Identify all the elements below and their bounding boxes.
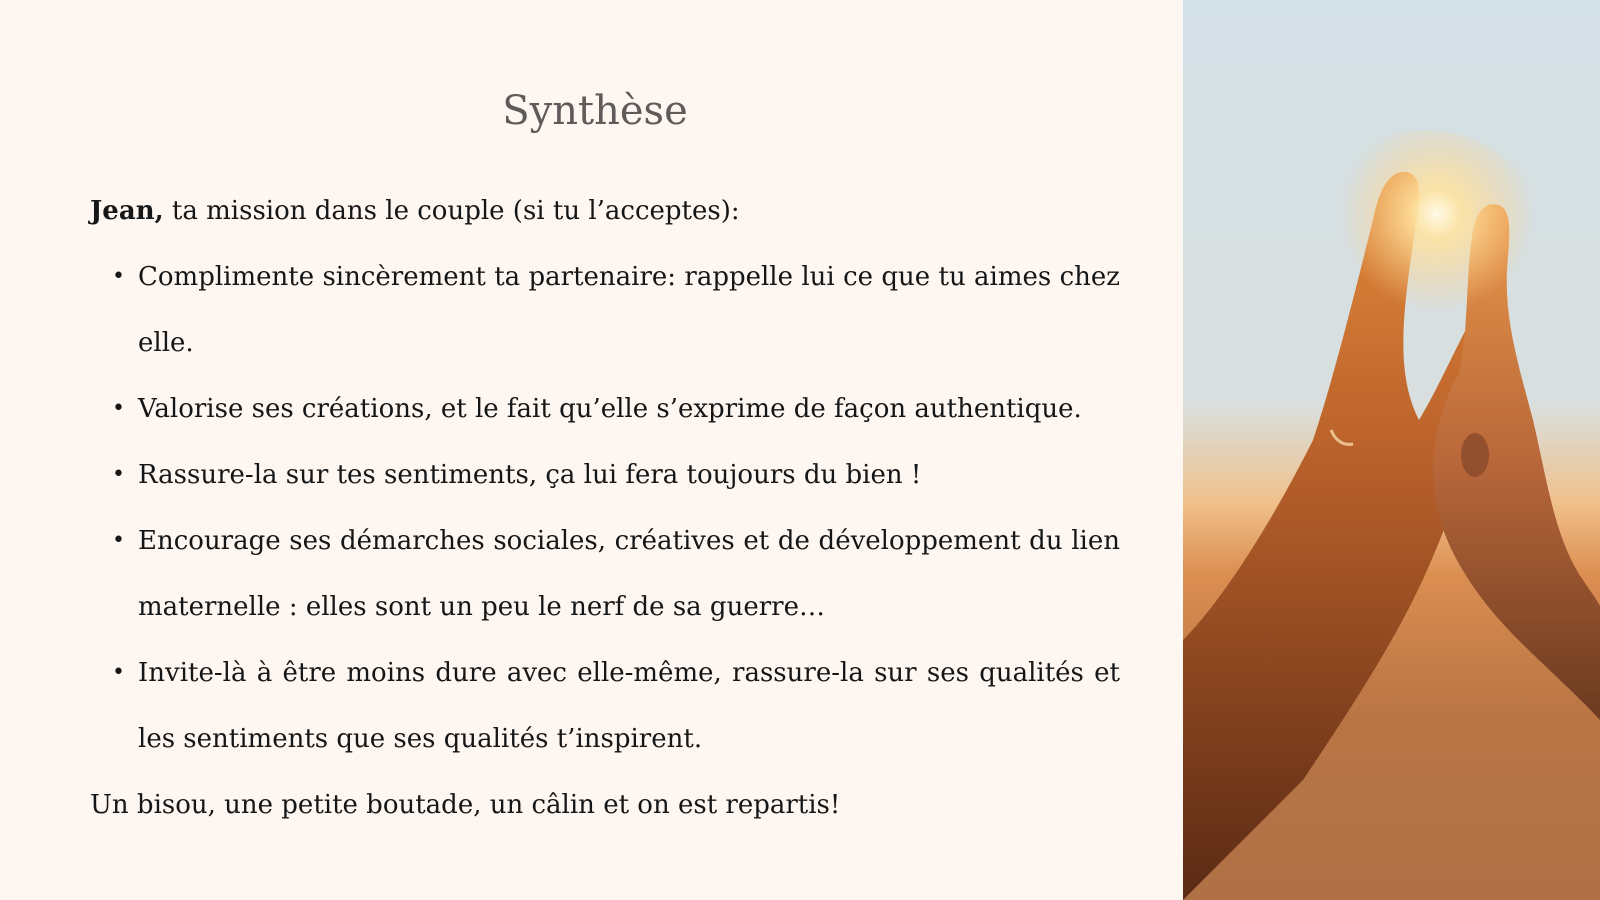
slide-title: Synthèse [502, 88, 688, 134]
bullet-text: Rassure-la sur tes sentiments, ça lui fera toujours du bien ! [138, 460, 922, 490]
bullet-icon: • [112, 396, 125, 421]
list-item [112, 508, 1120, 640]
bullet-icon: • [112, 264, 125, 289]
list-item [112, 442, 1120, 508]
bullet-text: Invite-là à être moins dure avec elle-même, rassure-la sur ses qualités et les sentiments que ses qualités t’inspirent. [138, 658, 1120, 754]
list-item [112, 640, 1120, 772]
list-item [112, 244, 1120, 376]
text-area [90, 0, 1120, 900]
bullet-icon: • [112, 660, 125, 685]
intro-text: ta mission dans le couple (si tu l’acceptes): [163, 196, 740, 226]
bullet-icon: • [112, 528, 125, 553]
intro-name: Jean, [90, 196, 164, 226]
bullet-text: Valorise ses créations, et le fait qu’elle s’exprime de façon authentique. [138, 394, 1082, 424]
hands-illustration-icon [1183, 0, 1600, 900]
list-item [112, 376, 1120, 442]
slide-content [90, 178, 1120, 838]
intro-line [90, 178, 1120, 244]
hands-sunlight-photo [1183, 0, 1600, 900]
outro-line: Un bisou, une petite boutade, un câlin et on est repartis! [90, 790, 841, 820]
bullet-icon: • [112, 462, 125, 487]
bullet-text: Encourage ses démarches sociales, créatives et de développement du lien maternelle : elles sont un peu le nerf de sa guerre… [138, 526, 1120, 622]
bullet-text: Complimente sincèrement ta partenaire: rappelle lui ce que tu aimes chez elle. [138, 262, 1120, 358]
bullet-list [90, 244, 1120, 772]
